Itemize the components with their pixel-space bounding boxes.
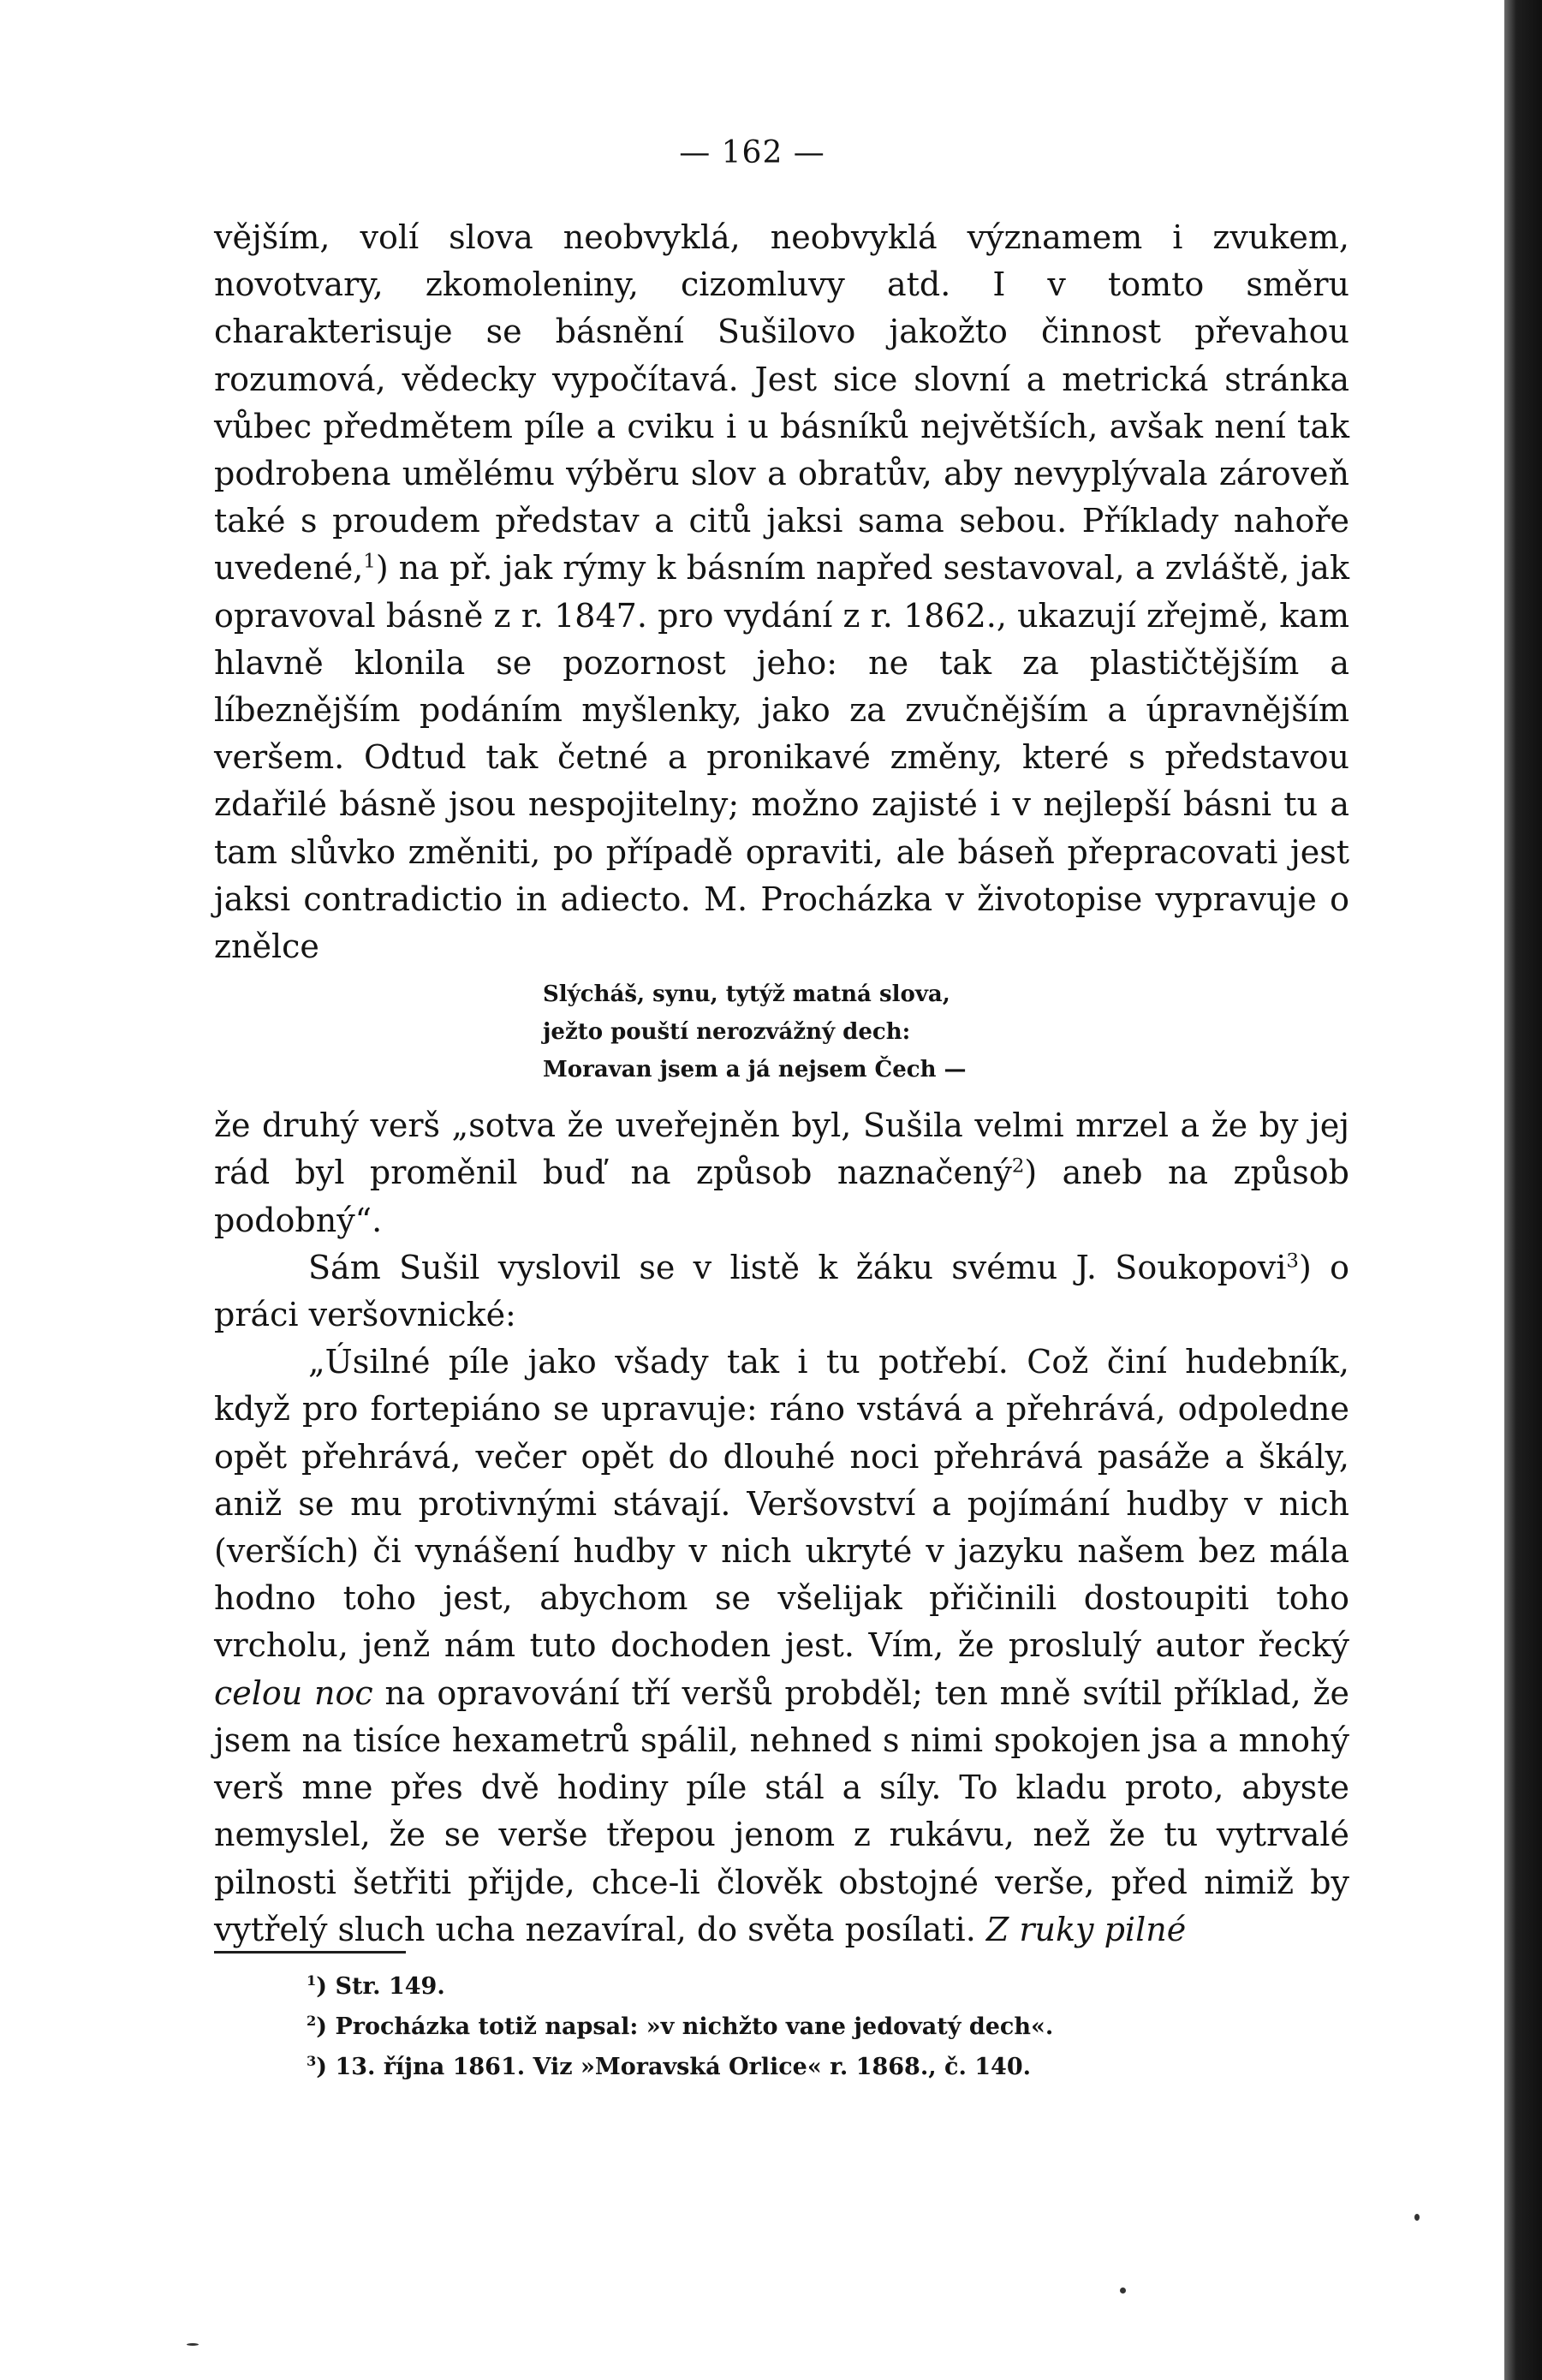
paragraph-4-quote: „Úsilné píle jako všady tak i tu potřebí. Což činí hudebník, když pro fortepiáno se upravuje: ráno vstává a přehrává, odpoledne opět přehrává, večer opět do dlouhé noci přehrává pasáže a škály, aniž se mu protivnými stávají. Veršovství a pojímání hudby v nich (verších) či vynášení hudby v nich ukryté v jazyku našem bez mála hodno toho jest, abychom se všelijak přičinili dostoupiti toho vrcholu, jenž nám tuto dochoden jest. Vím, že proslulý autor řecký celou noc na opravování tří veršů probděl; ten mně svítil příklad, že jsem na tisíce hexametrů spálil, nehned s nimi spokojen jsa a mnohý verš mne přes dvě hodiny píle stál a síly. To kladu proto, abyste nemyslel, že se verše třepou jenom z rukávu, než že tu vytrvalé pilnosti šetřiti přijde, chce-li člověk obstojné verše, před nimiž by vytřelý sluch ucha nezavíral, do světa posílati. Z ruky pilné [214,1343,1349,1948]
footnote-1: $^1$) Str. 149. [307,1972,445,2000]
verse-line-1: Slýcháš, synu, tytýž matná slova, [543,981,950,1008]
scan-speck-3 [187,2343,199,2346]
footnote-3: $^3$) 13. října 1861. Viz »Moravská Orlice« r. 1868., č. 140. [307,2053,1032,2080]
paragraph-3: Sám Sušil vyslovil se v listě k žáku svému J. Soukopovi$^3$) o práci veršovnické: [214,1248,1349,1334]
footnote-ref-2: 2 [1011,1154,1025,1178]
italic-phrase: celou noc [214,1673,373,1712]
italic-phrase-end: Z ruky pilné [985,1910,1187,1948]
paragraph-1: vějším, volí slova neobvyklá, neobvyklá významem i zvukem, novotvary, zkomoleniny, cizomluvy atd. I v tomto směru charakterisuje se básnění Sušilovo jakožto činnost převahou rozumová, vědecky vypočítavá. Jest sice slovní a metrická stránka vůbec předmětem píle a cviku i u básníků největších, avšak není tak podrobena umělému výběru slov a obratův, aby nevyplývala zároveň také s proudem představ a citů jaksi sama sebou. Příklady nahoře uvedené,$^1$) na př. jak rýmy k básním napřed sestavoval, a zvláště, jak opravoval básně z r. 1847. pro vydání z r. 1862., ukazují zřejmě, kam hlavně klonila se pozornost jeho: ne tak za plastičtějším a líbeznějším podáním myšlenky, jako za zvučnějším a úpravnějším veršem. Odtud tak četné a pronikavé změny, které s představou zdařilé básně jsou nespojitelny; možno zajisté i v nejlepší básni tu a tam slůvko změniti, po případě opraviti, ale báseň přepracovati jest jaksi contradictio in adiecto. M. Procházka v životopise vypravuje o znělce [214,218,1349,966]
verse-line-2: ježto pouští nerozvážný dech: [543,1019,911,1046]
scan-speck-1 [1414,2214,1420,2221]
page-number: — 162 — [679,135,825,170]
footnote-divider [214,1951,406,1954]
scan-speck-2 [1120,2288,1126,2294]
footnote-ref-3: 3 [1286,1250,1299,1273]
page-edge-shadow [1504,0,1542,2380]
main-text [214,214,1349,1954]
quoted-verse [543,975,1349,1089]
verse-line-3: Moravan jsem a já nejsem Čech — [543,1057,967,1083]
footnote-2: $^2$) Procházka totiž napsal: »v nichžto vane jedovatý dech«. [307,2013,1054,2040]
paragraph-2: že druhý verš „sotva že uveřejněn byl, Sušila velmi mrzel a že by jej rád byl proměnil buď na způsob naznačený$^2$) aneb na způsob podobný“. [214,1106,1349,1239]
footnote-ref-1: 1 [363,550,376,573]
footnotes [307,1966,1334,2087]
